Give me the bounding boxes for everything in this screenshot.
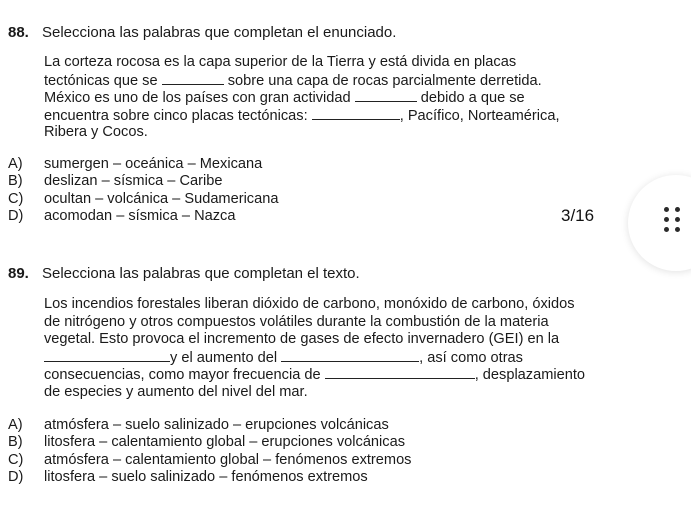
answer-blank — [44, 349, 170, 362]
answer-option-b[interactable] — [8, 434, 411, 451]
menu-button[interactable] — [628, 175, 691, 271]
statement-line — [44, 366, 585, 384]
question-88-statement — [44, 54, 560, 142]
question-number: 88. — [8, 24, 29, 41]
statement-line — [44, 296, 585, 314]
grid-dots-icon — [664, 207, 684, 235]
option-text: atmósfera – calentamiento global – fenómenos extremos — [44, 451, 412, 468]
statement-text: tectónicas que se — [44, 72, 158, 89]
statement-text: vegetal. Esto provoca el incremento de gases de efecto invernadero (GEI) en la — [44, 331, 560, 348]
question-prompt: Selecciona las palabras que completan el texto. — [42, 265, 360, 282]
statement-text: y el aumento del — [170, 349, 278, 366]
option-text: acomodan – sísmica – Nazca — [44, 208, 236, 225]
answer-option-a[interactable] — [8, 417, 411, 434]
statement-text: , desplazamiento — [474, 367, 586, 384]
option-text: deslizan – sísmica – Caribe — [44, 173, 223, 190]
answer-option-b[interactable] — [8, 173, 278, 190]
statement-line — [44, 107, 560, 125]
answer-option-a[interactable] — [8, 156, 278, 173]
question-prompt: Selecciona las palabras que completan el enunciado. — [42, 24, 397, 41]
question-89-header — [8, 265, 360, 283]
answer-blank — [281, 349, 419, 362]
statement-text: sobre una capa de rocas parcialmente derretida. — [227, 72, 542, 89]
statement-line — [44, 89, 560, 107]
option-text: sumergen – oceánica – Mexicana — [44, 156, 263, 172]
option-text: litosfera – suelo salinizado – fenómenos extremos — [44, 469, 368, 486]
statement-text: , así como otras — [419, 349, 523, 366]
statement-text: , Pacífico, Norteamérica, — [399, 107, 560, 124]
option-letter: D) — [8, 469, 24, 486]
statement-line — [44, 54, 560, 72]
statement-text: consecuencias, como mayor frecuencia de — [44, 367, 321, 384]
statement-line — [44, 331, 585, 349]
answer-blank — [325, 366, 475, 379]
statement-line — [44, 314, 585, 332]
answer-option-d[interactable] — [8, 208, 278, 225]
statement-text: de nitrógeno y otros compuestos volátiles durante la combustión de la materia — [44, 313, 549, 330]
option-letter: B) — [8, 173, 23, 190]
statement-text: debido a que se — [420, 90, 525, 107]
option-letter: D) — [8, 208, 24, 225]
statement-text: Los incendios forestales liberan dióxido de carbono, monóxido de carbono, óxidos — [44, 296, 575, 312]
statement-line — [44, 124, 560, 142]
question-89-statement — [44, 296, 585, 402]
question-89-options — [8, 417, 411, 487]
option-text: atmósfera – suelo salinizado – erupciones volcánicas — [44, 417, 389, 433]
option-letter: B) — [8, 434, 23, 451]
option-letter: C) — [8, 451, 24, 468]
statement-line — [44, 349, 585, 367]
question-88-header — [8, 24, 396, 42]
option-text: litosfera – calentamiento global – erupciones volcánicas — [44, 434, 406, 451]
page-indicator: 3/16 — [561, 206, 595, 225]
statement-line — [44, 384, 585, 402]
statement-text: La corteza rocosa es la capa superior de la Tierra y está divida en placas — [44, 54, 517, 70]
option-letter: A) — [8, 156, 23, 172]
statement-text: encuentra sobre cinco placas tectónicas: — [44, 107, 308, 124]
question-number: 89. — [8, 265, 29, 282]
answer-blank — [355, 89, 417, 102]
option-letter: C) — [8, 190, 24, 207]
option-letter: A) — [8, 417, 23, 433]
answer-option-d[interactable] — [8, 469, 411, 486]
statement-text: Ribera y Cocos. — [44, 124, 148, 141]
statement-text: de especies y aumento del nivel del mar. — [44, 383, 308, 400]
statement-text: México es uno de los países con gran actividad — [44, 90, 351, 107]
statement-line — [44, 72, 560, 90]
answer-option-c[interactable] — [8, 452, 411, 469]
answer-blank — [312, 107, 400, 120]
answer-option-c[interactable] — [8, 191, 278, 208]
answer-blank — [162, 72, 224, 85]
option-text: ocultan – volcánica – Sudamericana — [44, 190, 279, 207]
question-88-options — [8, 156, 278, 226]
